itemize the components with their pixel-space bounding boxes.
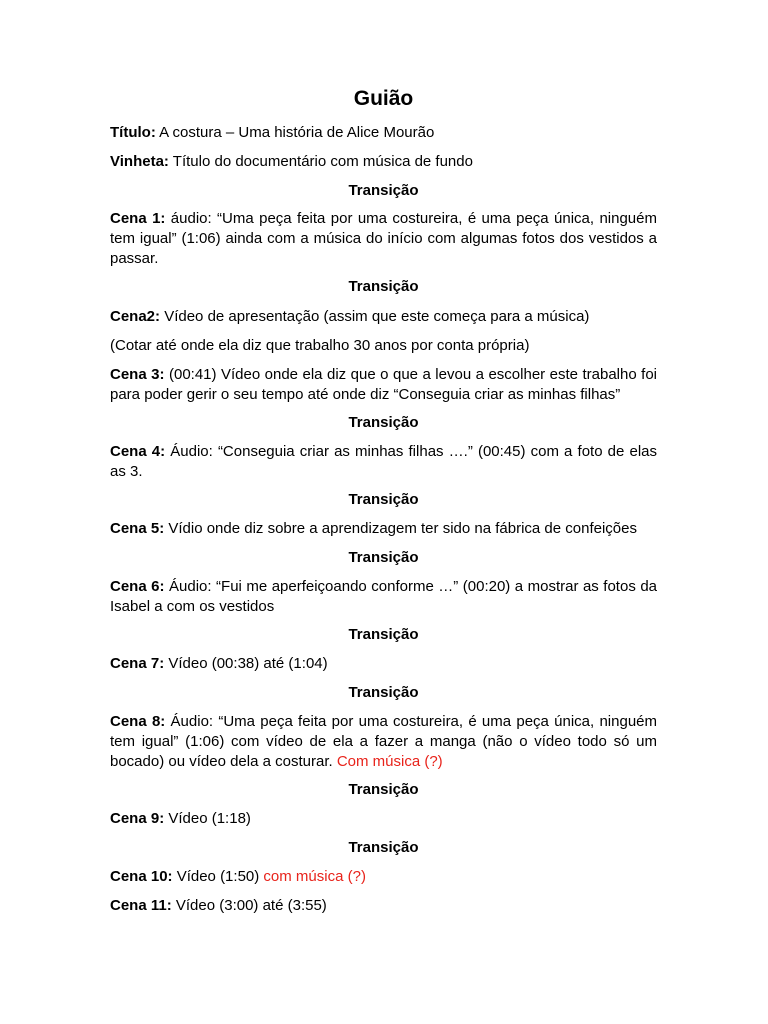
cena9-text: Vídeo (1:18) bbox=[164, 810, 251, 827]
cena4-label: Cena 4: bbox=[110, 443, 166, 460]
transition-heading: Transição bbox=[348, 626, 419, 643]
cena6-paragraph bbox=[110, 577, 657, 617]
cena7-label: Cena 7: bbox=[110, 655, 165, 672]
cena3-text: (00:41) Vídeo onde ela diz que o que a levou a escolher este trabalho foi para poder gerir o seu tempo até onde diz “Conseguia criar as minhas filhas” bbox=[110, 366, 657, 403]
cena11-paragraph bbox=[110, 896, 657, 916]
transition-heading: Transição bbox=[348, 491, 419, 508]
cena2-label: Cena2: bbox=[110, 308, 161, 325]
vinheta-paragraph bbox=[110, 152, 657, 172]
cena2-paragraph bbox=[110, 307, 657, 327]
cena3-label: Cena 3: bbox=[110, 366, 165, 383]
cena9-paragraph bbox=[110, 809, 657, 829]
transition-heading: Transição bbox=[348, 414, 419, 431]
transition-heading: Transição bbox=[348, 182, 419, 199]
cena10-music-note: com música (?) bbox=[263, 868, 366, 885]
vinheta-label: Vinheta: bbox=[110, 153, 169, 170]
cena6-label: Cena 6: bbox=[110, 578, 165, 595]
cena8-music-note: Com música (?) bbox=[336, 753, 443, 770]
cena10-paragraph bbox=[110, 867, 657, 887]
document-title: Guião bbox=[353, 87, 414, 110]
cena3-paragraph bbox=[110, 365, 657, 405]
cena10-label: Cena 10: bbox=[110, 868, 173, 885]
cena8-text: Áudio: “Uma peça feita por uma costureira, é uma peça única, ninguém tem igual” (1:06) com vídeo de ela a fazer a manga (não o vídeo todo só um bocado) ou vídeo dela a costurar. bbox=[110, 713, 657, 770]
titulo-paragraph bbox=[110, 123, 657, 143]
cena8-label: Cena 8: bbox=[110, 713, 166, 730]
cena7-text: Vídeo (00:38) até (1:04) bbox=[164, 655, 328, 672]
cena4-text: Áudio: “Conseguia criar as minhas filhas ….” (00:45) com a foto de elas as 3. bbox=[110, 443, 657, 480]
cena10-text: Vídeo (1:50) bbox=[172, 868, 264, 885]
cena1-text: áudio: “Uma peça feita por uma costureira, é uma peça única, ninguém tem igual” (1:06) ainda com a música do início com algumas fotos dos vestidos a passar. bbox=[110, 210, 657, 267]
cena4-paragraph bbox=[110, 442, 657, 482]
titulo-label: Título: bbox=[110, 124, 156, 141]
titulo-text: A costura – Uma história de Alice Mourão bbox=[155, 124, 435, 141]
cena6-text: Áudio: “Fui me aperfeiçoando conforme …” (00:20) a mostrar as fotos da Isabel a com os vestidos bbox=[110, 578, 658, 615]
cena5-paragraph bbox=[110, 519, 657, 539]
cena1-paragraph bbox=[110, 209, 657, 269]
transition-heading: Transição bbox=[348, 278, 419, 295]
transition-heading: Transição bbox=[348, 839, 419, 856]
cena11-text: Vídeo (3:00) até (3:55) bbox=[171, 897, 327, 914]
cotar-paragraph: (Cotar até onde ela diz que trabalho 30 anos por conta própria) bbox=[110, 337, 530, 354]
transition-heading: Transição bbox=[348, 781, 419, 798]
cena5-text: Vídio onde diz sobre a aprendizagem ter sido na fábrica de confeições bbox=[164, 520, 637, 537]
cena8-paragraph bbox=[110, 712, 657, 772]
transition-heading: Transição bbox=[348, 684, 419, 701]
cena7-paragraph bbox=[110, 654, 657, 674]
cena9-label: Cena 9: bbox=[110, 810, 165, 827]
transition-heading: Transição bbox=[348, 549, 419, 566]
vinheta-text: Título do documentário com música de fundo bbox=[168, 153, 473, 170]
cena2-text: Vídeo de apresentação (assim que este começa para a música) bbox=[160, 308, 590, 325]
cena1-label: Cena 1: bbox=[110, 210, 166, 227]
cena5-label: Cena 5: bbox=[110, 520, 165, 537]
cena11-label: Cena 11: bbox=[110, 897, 172, 914]
